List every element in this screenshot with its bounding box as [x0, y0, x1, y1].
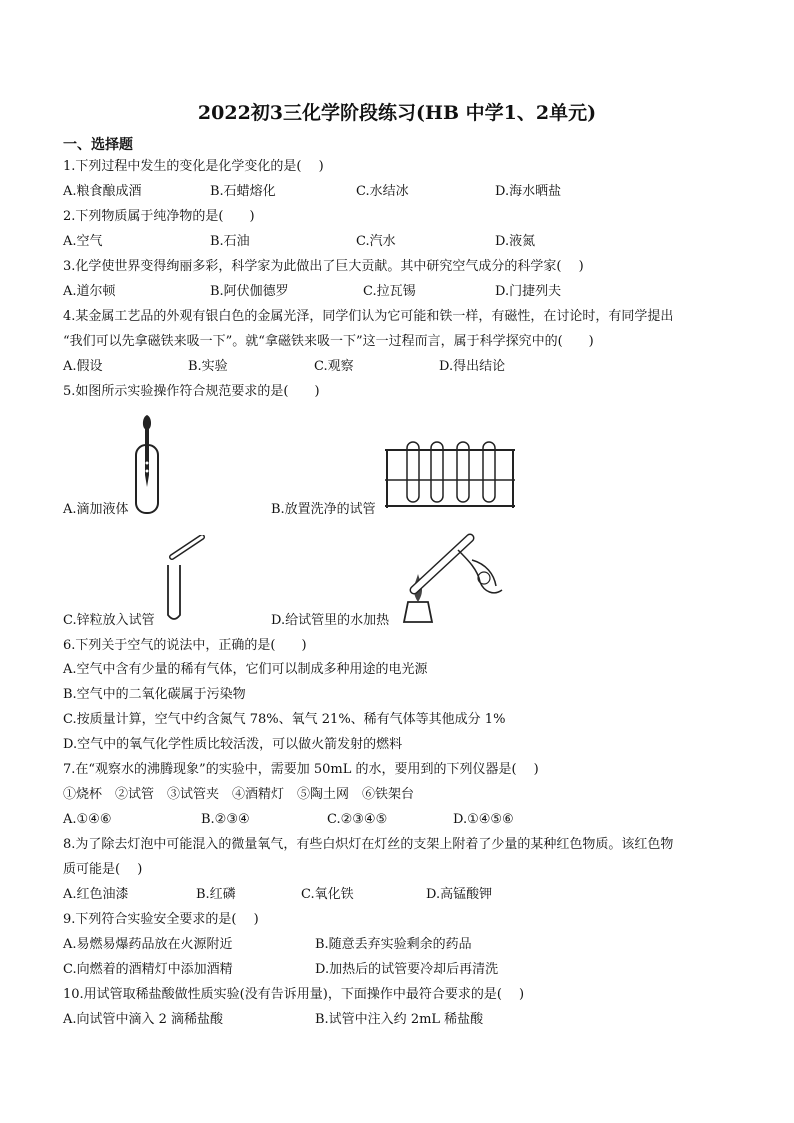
text-line-q3d: D.门捷列夫	[495, 284, 562, 299]
text-line-q1c: C.水结冰	[356, 184, 409, 199]
text-line-q4ob: B.实验	[188, 359, 228, 374]
section-heading: 一、选择题	[63, 137, 133, 153]
text-line-q4od: D.得出结论	[439, 359, 506, 374]
text-line-q9: 9.下列符合实验安全要求的是( )	[63, 912, 259, 927]
text-line-q4b: “我们可以先拿磁铁来吸一下”。就“拿磁铁来吸一下”这一过程而言，属于科学探究中的( )	[63, 334, 594, 349]
text-line-q4: 4.某金属工艺品的外观有银白色的金属光泽，同学们认为它可能和铁一样，有磁性，在讨论时，有同学提出	[63, 309, 674, 324]
text-line-q1: 1.下列过程中发生的变化是化学变化的是( )	[63, 159, 324, 174]
text-line-q1a: A.粮食酿成酒	[63, 184, 142, 199]
figure-dropper	[128, 415, 168, 515]
text-line-q6d: D.空气中的氧气化学性质比较活泼，可以做火箭发射的燃料	[63, 737, 403, 752]
text-line-q5: 5.如图所示实验操作符合规范要求的是( )	[63, 384, 320, 399]
text-line-q8oa: A.红色油漆	[63, 887, 129, 902]
text-line-q7b: B.②③④	[201, 812, 250, 827]
text-line-q8ob: B.红磷	[196, 887, 236, 902]
text-line-q1b: B.石蜡熔化	[210, 184, 276, 199]
text-line-q10b: B.试管中注入约 2mL 稀盐酸	[315, 1012, 484, 1027]
text-line-q9c: C.向燃着的酒精灯中添加酒精	[63, 962, 233, 977]
text-line-q6c: C.按质量计算，空气中约含氮气 78%、氧气 21%、稀有气体等其他成分 1%	[63, 712, 506, 727]
text-line-q7a: A.①④⑥	[63, 812, 112, 827]
text-line-q2: 2.下列物质属于纯净物的是( )	[63, 209, 255, 224]
text-line-q3b: B.阿伏伽德罗	[210, 284, 289, 299]
text-line-q3c: C.拉瓦锡	[363, 284, 416, 299]
text-line-q4oc: C.观察	[314, 359, 354, 374]
text-line-q2c: C.汽水	[356, 234, 396, 249]
text-line-q6: 6.下列关于空气的说法中，正确的是( )	[63, 638, 307, 653]
text-line-q8b: 质可能是( )	[63, 862, 143, 877]
text-line-q5b: B.放置洗净的试管	[271, 502, 376, 517]
text-line-q10a: A.向试管中滴入 2 滴稀盐酸	[63, 1012, 224, 1027]
text-line-q1d: D.海水晒盐	[495, 184, 562, 199]
text-line-q8od: D.高锰酸钾	[426, 887, 493, 902]
page-title: 2022初3三化学阶段练习(HB 中学1、2单元)	[197, 102, 597, 124]
text-line-q4oa: A.假设	[63, 359, 103, 374]
figure-heating	[398, 530, 508, 630]
text-line-q7c: C.②③④⑤	[327, 812, 388, 827]
text-line-q5c: C.锌粒放入试管	[63, 613, 155, 628]
text-line-q9d: D.加热后的试管要冷却后再清洗	[315, 962, 499, 977]
figure-test-tube-rack	[385, 440, 515, 510]
text-line-q7i: ①烧杯 ②试管 ③试管夹 ④酒精灯 ⑤陶土网 ⑥铁架台	[63, 787, 415, 802]
figure-zinc-tube	[160, 535, 210, 625]
text-line-q2a: A.空气	[63, 234, 103, 249]
text-line-q9a: A.易燃易爆药品放在火源附近	[63, 937, 233, 952]
text-line-q8oc: C.氧化铁	[301, 887, 354, 902]
text-line-q2d: D.液氮	[495, 234, 536, 249]
text-line-q6b: B.空气中的二氧化碳属于污染物	[63, 687, 246, 702]
text-line-q3a: A.道尔顿	[63, 284, 116, 299]
text-line-q5d: D.给试管里的水加热	[271, 613, 390, 628]
text-line-q7: 7.在“观察水的沸腾现象”的实验中，需要加 50mL 的水，要用到的下列仪器是( )	[63, 762, 539, 777]
text-line-q5a: A.滴加液体	[63, 502, 129, 517]
text-line-q9b: B.随意丢弃实验剩余的药品	[315, 937, 472, 952]
text-line-q10: 10.用试管取稀盐酸做性质实验(没有告诉用量)，下面操作中最符合要求的是( )	[63, 987, 525, 1002]
text-line-q3: 3.化学使世界变得绚丽多彩，科学家为此做出了巨大贡献。其中研究空气成分的科学家( )	[63, 259, 584, 274]
text-line-q2b: B.石油	[210, 234, 250, 249]
text-line-q7d: D.①④⑤⑥	[453, 812, 514, 827]
text-line-q6a: A.空气中含有少量的稀有气体，它们可以制成多种用途的电光源	[63, 662, 428, 677]
text-line-q8: 8.为了除去灯泡中可能混入的微量氧气，有些白炽灯在灯丝的支架上附着了少量的某种红色物质。该红色物	[63, 837, 674, 852]
